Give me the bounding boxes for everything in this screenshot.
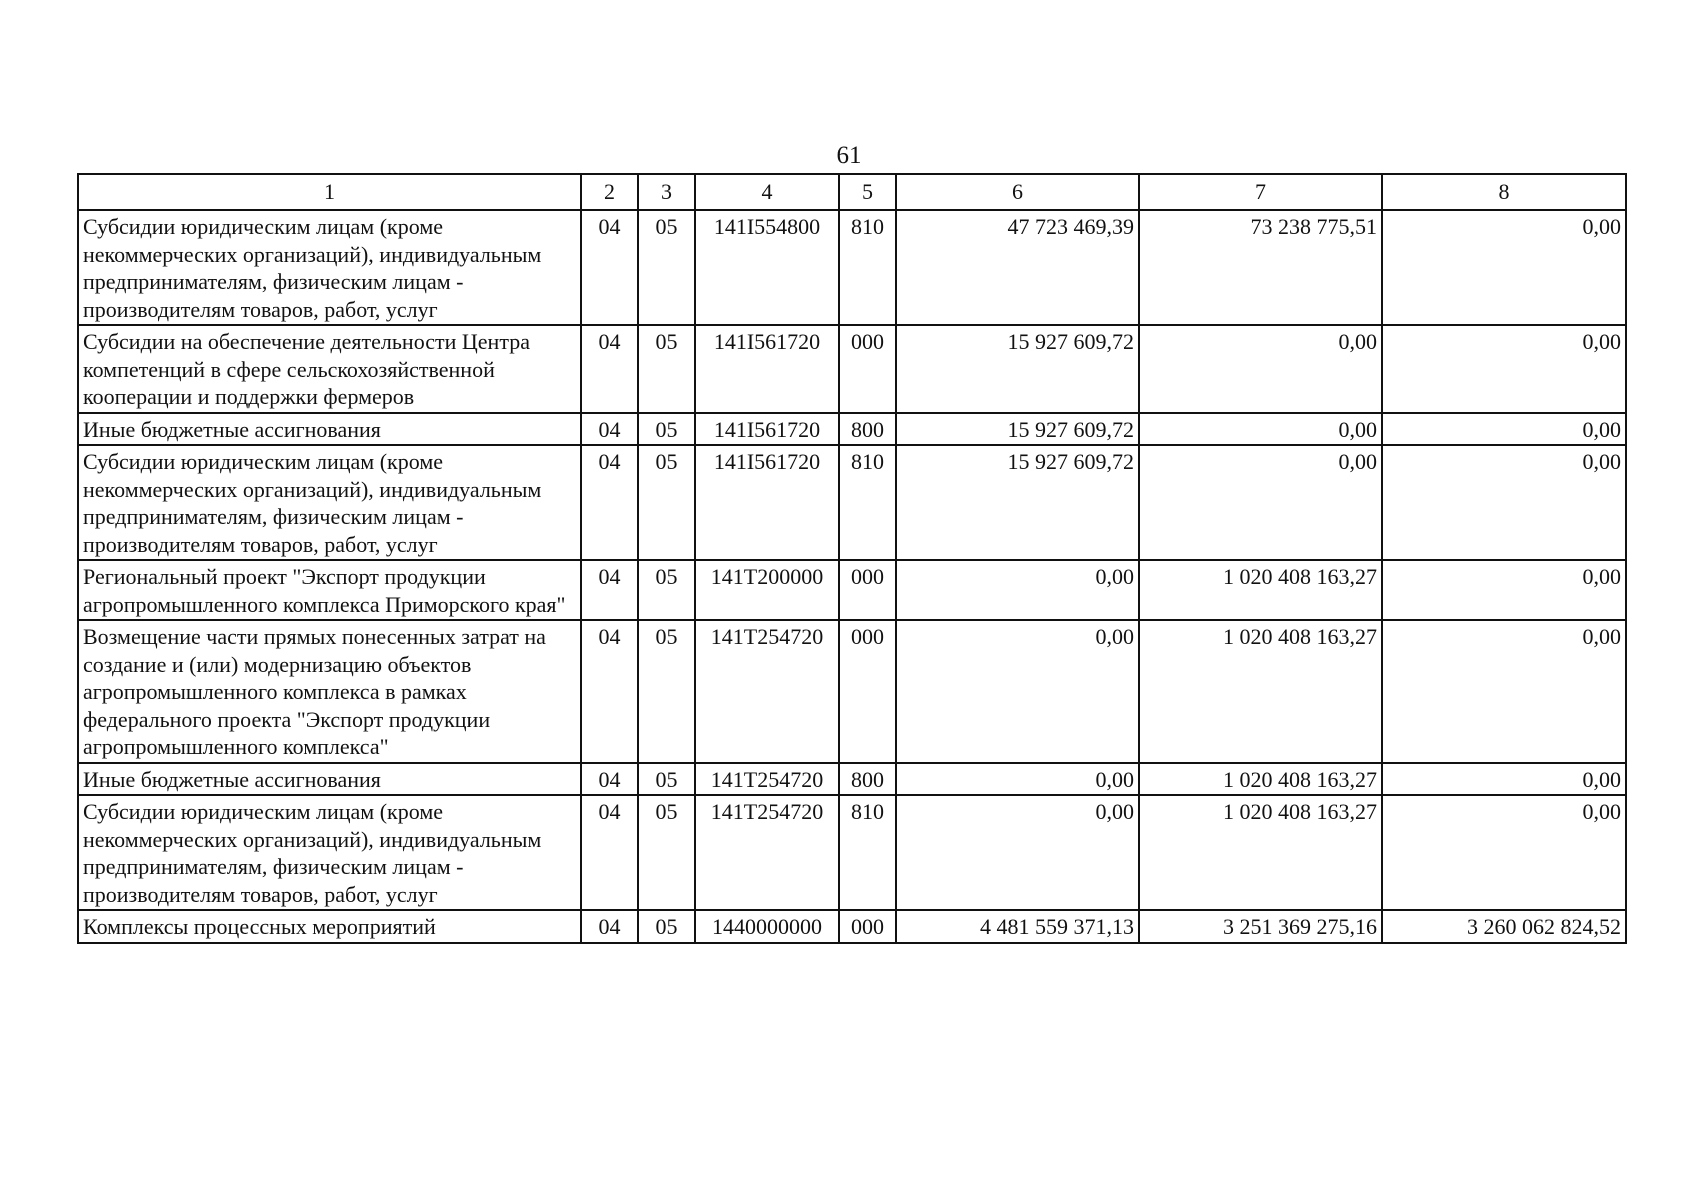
section-code: 04 [581, 560, 638, 620]
section-code: 04 [581, 910, 638, 943]
section-code: 04 [581, 413, 638, 446]
amount-col7: 0,00 [1139, 325, 1382, 413]
row-name: Возмещение части прямых понесенных затрат на создание и (или) модернизацию объектов агропромышленного комплекса в рамках федерального проекта "Экспорт продукции агропромышленного комплекса" [78, 620, 581, 763]
subsection-code: 05 [638, 325, 695, 413]
amount-col6: 4 481 559 371,13 [896, 910, 1139, 943]
table-row [78, 910, 1626, 943]
header-cell: 4 [695, 174, 839, 210]
table-row [78, 325, 1626, 413]
page-number: 61 [836, 142, 862, 169]
row-name: Региональный проект "Экспорт продукции агропромышленного комплекса Приморского края" [78, 560, 581, 620]
amount-col7: 1 020 408 163,27 [1139, 560, 1382, 620]
row-name: Комплексы процессных мероприятий [78, 910, 581, 943]
amount-col7: 73 238 775,51 [1139, 210, 1382, 325]
amount-col6: 15 927 609,72 [896, 445, 1139, 560]
subsection-code: 05 [638, 795, 695, 910]
amount-col7: 1 020 408 163,27 [1139, 795, 1382, 910]
target-article-code: 141T254720 [695, 795, 839, 910]
section-code: 04 [581, 795, 638, 910]
amount-col6: 0,00 [896, 560, 1139, 620]
table-row [78, 210, 1626, 325]
section-code: 04 [581, 210, 638, 325]
budget-table [77, 173, 1627, 944]
row-name: Субсидии юридическим лицам (кроме некоммерческих организаций), индивидуальным предпринимателям, физическим лицам - производителям товаров, работ, услуг [78, 210, 581, 325]
expense-type-code: 000 [839, 620, 896, 763]
table-row [78, 560, 1626, 620]
amount-col8: 0,00 [1382, 445, 1626, 560]
subsection-code: 05 [638, 620, 695, 763]
section-code: 04 [581, 620, 638, 763]
expense-type-code: 810 [839, 210, 896, 325]
amount-col8: 0,00 [1382, 620, 1626, 763]
row-name: Субсидии на обеспечение деятельности Центра компетенций в сфере сельскохозяйственной кооперации и поддержки фермеров [78, 325, 581, 413]
amount-col8: 0,00 [1382, 325, 1626, 413]
amount-col7: 3 251 369 275,16 [1139, 910, 1382, 943]
header-cell: 1 [78, 174, 581, 210]
subsection-code: 05 [638, 210, 695, 325]
section-code: 04 [581, 325, 638, 413]
header-cell: 7 [1139, 174, 1382, 210]
target-article-code: 141T200000 [695, 560, 839, 620]
header-cell: 8 [1382, 174, 1626, 210]
table-row [78, 413, 1626, 446]
table-header-row [78, 174, 1626, 210]
amount-col6: 15 927 609,72 [896, 325, 1139, 413]
amount-col6: 15 927 609,72 [896, 413, 1139, 446]
header-cell: 6 [896, 174, 1139, 210]
amount-col6: 0,00 [896, 620, 1139, 763]
table-row [78, 620, 1626, 763]
target-article-code: 141I561720 [695, 445, 839, 560]
table-row [78, 795, 1626, 910]
amount-col8: 0,00 [1382, 795, 1626, 910]
row-name: Иные бюджетные ассигнования [78, 413, 581, 446]
section-code: 04 [581, 445, 638, 560]
amount-col8: 0,00 [1382, 413, 1626, 446]
row-name: Субсидии юридическим лицам (кроме некоммерческих организаций), индивидуальным предпринимателям, физическим лицам - производителям товаров, работ, услуг [78, 445, 581, 560]
amount-col8: 3 260 062 824,52 [1382, 910, 1626, 943]
subsection-code: 05 [638, 763, 695, 796]
amount-col7: 1 020 408 163,27 [1139, 763, 1382, 796]
subsection-code: 05 [638, 560, 695, 620]
target-article-code: 141I561720 [695, 413, 839, 446]
target-article-code: 141I561720 [695, 325, 839, 413]
amount-col8: 0,00 [1382, 560, 1626, 620]
header-cell: 3 [638, 174, 695, 210]
target-article-code: 141T254720 [695, 620, 839, 763]
amount-col7: 0,00 [1139, 413, 1382, 446]
target-article-code: 141I554800 [695, 210, 839, 325]
expense-type-code: 810 [839, 445, 896, 560]
row-name: Иные бюджетные ассигнования [78, 763, 581, 796]
amount-col6: 0,00 [896, 795, 1139, 910]
amount-col7: 0,00 [1139, 445, 1382, 560]
target-article-code: 141T254720 [695, 763, 839, 796]
amount-col6: 47 723 469,39 [896, 210, 1139, 325]
row-name: Субсидии юридическим лицам (кроме некоммерческих организаций), индивидуальным предпринимателям, физическим лицам - производителям товаров, работ, услуг [78, 795, 581, 910]
amount-col8: 0,00 [1382, 763, 1626, 796]
header-cell: 2 [581, 174, 638, 210]
target-article-code: 1440000000 [695, 910, 839, 943]
expense-type-code: 800 [839, 413, 896, 446]
amount-col8: 0,00 [1382, 210, 1626, 325]
table-row [78, 445, 1626, 560]
expense-type-code: 000 [839, 325, 896, 413]
subsection-code: 05 [638, 910, 695, 943]
header-cell: 5 [839, 174, 896, 210]
expense-type-code: 800 [839, 763, 896, 796]
subsection-code: 05 [638, 445, 695, 560]
expense-type-code: 000 [839, 560, 896, 620]
subsection-code: 05 [638, 413, 695, 446]
amount-col7: 1 020 408 163,27 [1139, 620, 1382, 763]
expense-type-code: 810 [839, 795, 896, 910]
table-row [78, 763, 1626, 796]
section-code: 04 [581, 763, 638, 796]
amount-col6: 0,00 [896, 763, 1139, 796]
expense-type-code: 000 [839, 910, 896, 943]
